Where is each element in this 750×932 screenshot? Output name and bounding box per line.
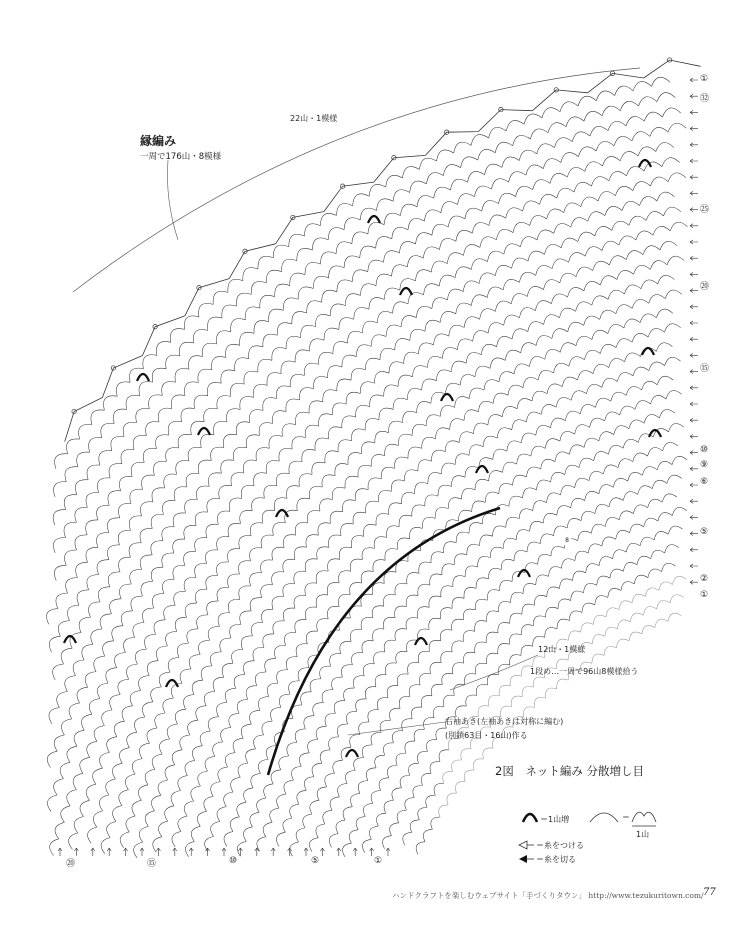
row-direction-arrow bbox=[690, 321, 698, 325]
right-row-marker: ② bbox=[700, 574, 709, 584]
right-row-marker: ㉜ bbox=[700, 94, 710, 104]
increase-icon bbox=[476, 466, 488, 473]
mid-repeat-label: 12山・1模様 bbox=[538, 645, 586, 654]
row-direction-arrow bbox=[690, 240, 698, 244]
increase-icon bbox=[518, 570, 530, 577]
right-row-marker: ⑨ bbox=[700, 460, 709, 470]
right-row-marker: ㉕ bbox=[700, 205, 710, 215]
row-direction-arrow bbox=[690, 191, 698, 195]
row-direction-arrow bbox=[58, 848, 62, 856]
legend-one-label: 1山 bbox=[636, 830, 650, 839]
row-direction-arrow bbox=[690, 272, 698, 276]
increase-icon bbox=[276, 510, 288, 517]
increase-icon bbox=[166, 680, 178, 687]
increase-icon bbox=[642, 348, 654, 355]
row-direction-arrow bbox=[690, 110, 698, 114]
row-direction-arrow bbox=[690, 337, 698, 341]
legend-increase-label: ＝1山増 bbox=[540, 815, 570, 824]
increase-icon bbox=[415, 638, 427, 645]
row-direction-arrow bbox=[288, 848, 292, 856]
page-number: 77 bbox=[703, 887, 716, 898]
row-direction-arrow bbox=[320, 848, 324, 856]
row-direction-arrow bbox=[238, 848, 242, 856]
bottom-row-marker: ⑮ bbox=[147, 859, 157, 869]
row-direction-arrow bbox=[690, 580, 698, 584]
row-direction-arrow bbox=[140, 848, 144, 856]
row-direction-arrow bbox=[690, 451, 698, 455]
edging-zigzag bbox=[65, 60, 701, 442]
mesh-arcs-first-rows bbox=[439, 576, 686, 817]
row-direction-arrow bbox=[690, 175, 698, 179]
bottom-row-marker: ⑳ bbox=[66, 859, 76, 869]
top-repeat-label: 22山・1模様 bbox=[290, 114, 338, 123]
increase-icon bbox=[368, 216, 380, 223]
row-direction-arrow bbox=[690, 289, 698, 293]
row-direction-arrow bbox=[690, 370, 698, 374]
net-stitch-mesh bbox=[47, 77, 688, 858]
increase-icon bbox=[639, 160, 651, 167]
sleeve-chain-label: (別鎖63目・16山)作る bbox=[445, 731, 528, 740]
row-direction-arrow bbox=[690, 515, 698, 519]
leader-sleeve bbox=[348, 722, 445, 735]
row-direction-arrow bbox=[690, 386, 698, 390]
legend-cut-label: ＝糸を切る bbox=[536, 855, 576, 864]
right-row-marker: ⑳ bbox=[700, 282, 710, 292]
legend-increase-icon bbox=[523, 814, 537, 822]
row-direction-arrow bbox=[690, 402, 698, 406]
increase-icon bbox=[400, 288, 412, 295]
legend-equals: ＝ bbox=[622, 813, 630, 822]
edge-title: 縁編み bbox=[140, 134, 177, 148]
row-direction-arrow bbox=[91, 848, 95, 856]
row-direction-arrow bbox=[690, 353, 698, 357]
row-direction-arrow bbox=[690, 564, 698, 568]
mesh-arcs bbox=[47, 77, 688, 858]
row-direction-arrow bbox=[370, 848, 374, 856]
pickup-label: 1段め…一周で96山8模様拾う bbox=[530, 667, 639, 676]
row-direction-arrow bbox=[189, 848, 193, 856]
sleeve-opening-label: 右袖あき(左袖あきは対称に編む) bbox=[445, 717, 564, 726]
row-direction-arrow bbox=[690, 548, 698, 552]
bottom-row-marker: ① bbox=[374, 856, 383, 866]
row-direction-arrow bbox=[690, 467, 698, 471]
right-row-marker: ⑤ bbox=[700, 527, 709, 537]
row-direction-arrow bbox=[173, 848, 177, 856]
row-direction-arrow bbox=[690, 499, 698, 503]
row-direction-arrow bbox=[271, 848, 275, 856]
row-direction-arrow bbox=[690, 224, 698, 228]
edging-peaks bbox=[65, 58, 701, 442]
increase-icon bbox=[346, 750, 358, 757]
row-direction-arrow bbox=[690, 94, 698, 98]
row-direction-arrow bbox=[690, 434, 698, 438]
row-direction-arrow bbox=[690, 532, 698, 536]
right-row-marker: ⑮ bbox=[700, 364, 710, 374]
row-direction-arrow bbox=[690, 143, 698, 147]
row-direction-arrow bbox=[353, 848, 357, 856]
right-row-marker: ⑩ bbox=[700, 445, 709, 455]
row-direction-arrow bbox=[222, 848, 226, 856]
footer-text: ハンドクラフトを楽しむウェブサイト「手づくりタウン」 http://www.tezukuritown.com/ bbox=[392, 891, 704, 900]
row-direction-arrow bbox=[690, 78, 698, 82]
row-direction-arrow bbox=[690, 256, 698, 260]
increase-icon bbox=[649, 430, 661, 437]
bottom-row-marker: ⑤ bbox=[311, 856, 320, 866]
row-direction-arrow bbox=[690, 483, 698, 487]
legend-arrows bbox=[519, 841, 534, 863]
row-direction-arrow bbox=[107, 848, 111, 856]
row-direction-arrow bbox=[304, 848, 308, 856]
right-row-marker: ① bbox=[700, 590, 709, 600]
figure-title: 2図 ネット編み 分散増し目 bbox=[495, 764, 644, 778]
row-direction-arrow bbox=[74, 848, 78, 856]
bottom-row-marker: ⑩ bbox=[229, 856, 238, 866]
row-direction-arrow bbox=[690, 418, 698, 422]
row-direction-arrow bbox=[124, 848, 128, 856]
edge-subtitle: 一周で176山・8模様 bbox=[140, 152, 222, 162]
increase-icon bbox=[441, 394, 453, 401]
row-direction-arrow bbox=[156, 848, 160, 856]
row-direction-arrow bbox=[337, 848, 341, 856]
increase-icon bbox=[137, 374, 149, 381]
leader-edge bbox=[167, 160, 178, 240]
outer-arc-guide bbox=[73, 68, 640, 292]
row-direction-arrow bbox=[690, 159, 698, 163]
right-row-marker: ① bbox=[700, 74, 709, 84]
row-arrows bbox=[58, 78, 698, 856]
row-direction-arrow bbox=[690, 127, 698, 131]
legend-attach-label: ＝糸をつける bbox=[536, 841, 584, 850]
leader-pickup bbox=[450, 655, 538, 690]
row-direction-arrow bbox=[690, 305, 698, 309]
row-direction-arrow bbox=[690, 208, 698, 212]
marker-eight: 8 bbox=[562, 536, 572, 546]
right-row-marker: ⑥ bbox=[700, 477, 709, 487]
row-direction-arrow bbox=[386, 848, 390, 856]
